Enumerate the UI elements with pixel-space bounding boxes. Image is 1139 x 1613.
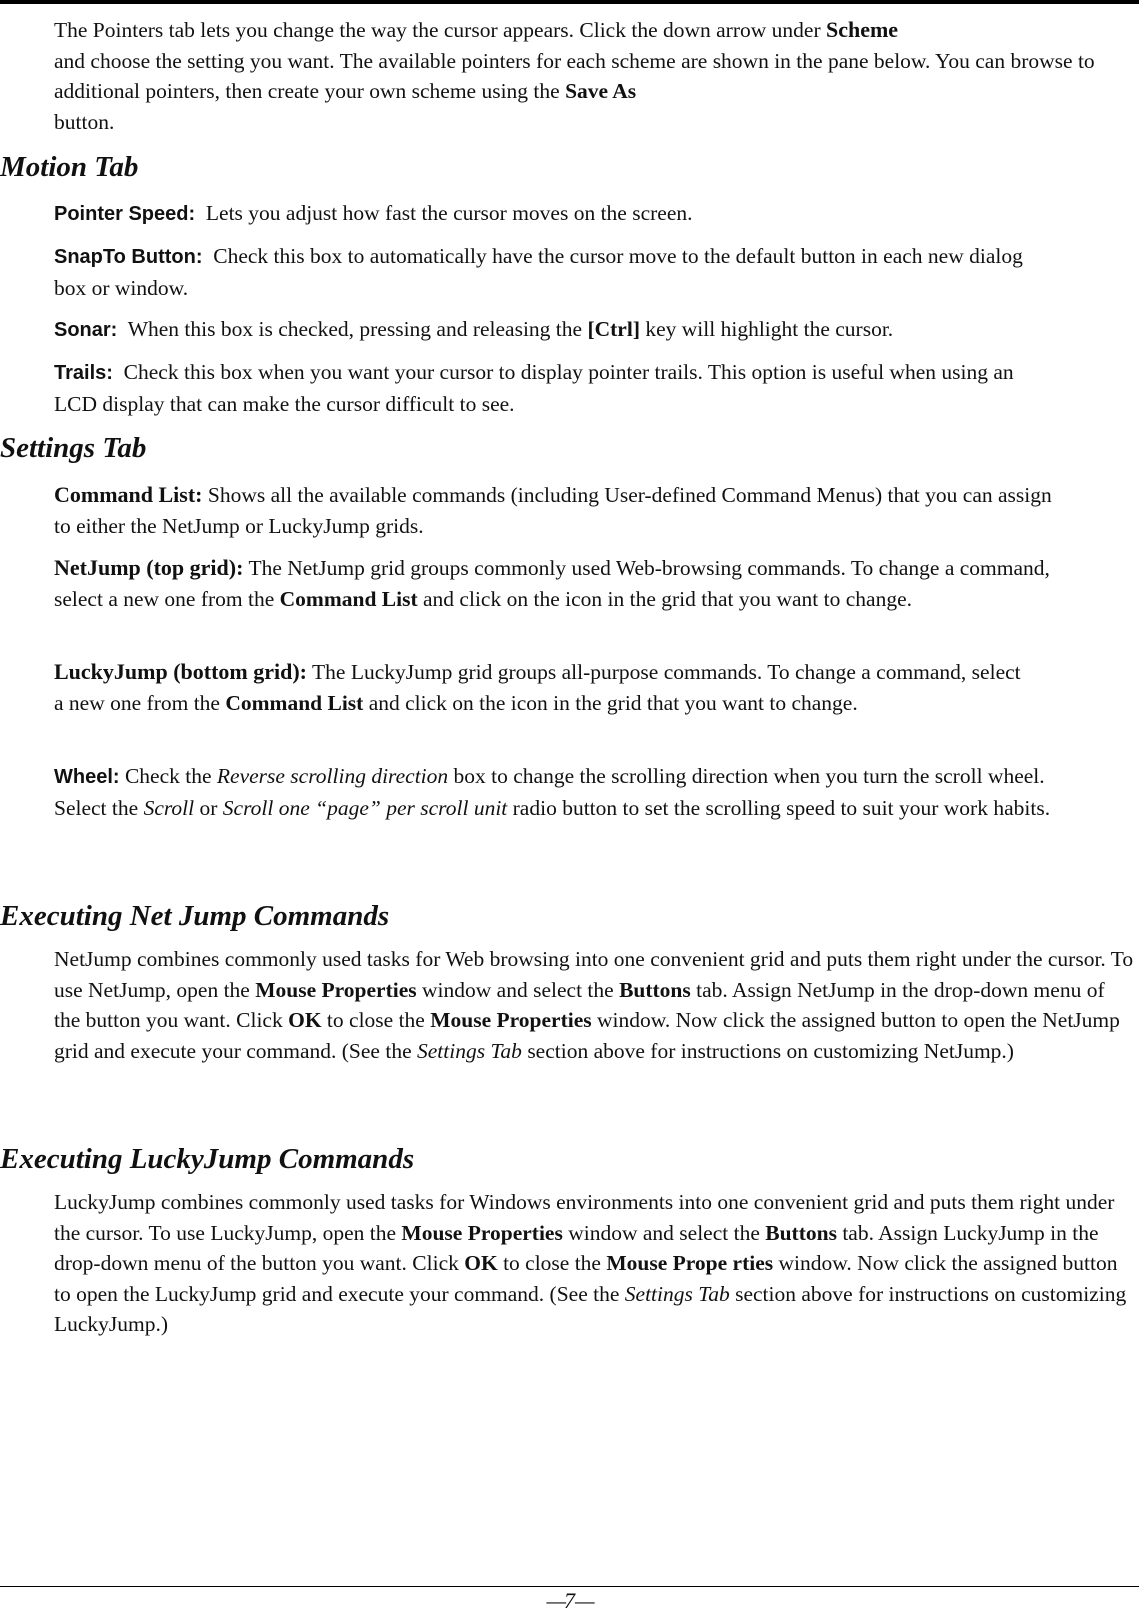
mouse-properties-ref: Mouse Properties [430, 1008, 592, 1032]
netjump-desc: The NetJump grid groups commonly used Web-browsing commands. To change a command, select a new one from the [54, 556, 1050, 611]
body-text: window and select the [416, 977, 620, 1002]
snapto-term: SnapTo Button: [54, 246, 203, 268]
top-rule [0, 0, 1139, 4]
body-text: tab. Assign LuckyJump in the drop-down menu of the button you want. Click [54, 1220, 1099, 1275]
netjump-term: NetJump (top grid): [54, 555, 244, 580]
netjump-item [54, 553, 1074, 614]
intro-paragraph [54, 15, 1134, 137]
mouse-properties-ref: Mouse Prope rties [606, 1251, 774, 1275]
sonar-desc: When this box is checked, pressing and releasing the [127, 317, 588, 341]
sonar-desc: key will highlight the cursor. [639, 317, 894, 341]
intro-text: button. [54, 109, 115, 134]
luckyjump-section-paragraph [54, 1187, 1139, 1340]
command-list-ref: Command List [279, 586, 418, 611]
settings-tab-ref: Settings Tab [624, 1281, 730, 1306]
command-list-ref: Command List [225, 690, 364, 715]
reverse-scrolling-ref: Reverse scrolling direction [216, 764, 449, 788]
trails-desc: Check this box when you want your cursor to display pointer trails. This option is useful when using an LCD display that can make the cursor difficult to see. [54, 360, 1014, 416]
mouse-properties-ref: Mouse Properties [401, 1220, 563, 1245]
luckyjump-desc: and click on the icon in the grid that you want to change. [363, 690, 858, 715]
scheme-label: Scheme [825, 17, 899, 42]
settings-tab-heading: Settings Tab [0, 432, 147, 464]
motion-tab-heading: Motion Tab [0, 151, 139, 183]
body-text: section above for instructions on customizing NetJump.) [521, 1038, 1014, 1063]
wheel-desc: box to change the scrolling direction when you turn the scroll wheel. Select the [54, 764, 1045, 820]
intro-text: and choose the setting you want. The available pointers for each scheme are shown in the pane below. You can browse to additional pointers, then create your own scheme using the [54, 48, 1095, 103]
body-text: to close the [497, 1251, 607, 1275]
command-list-item [54, 480, 1064, 541]
body-text: section above for instructions on customizing LuckyJump.) [54, 1281, 1127, 1336]
wheel-term: Wheel: [54, 766, 120, 788]
ctrl-key-label: [Ctrl] [587, 317, 640, 341]
buttons-ref: Buttons [619, 977, 691, 1002]
body-text: window. Now click the assigned button to open the LuckyJump grid and execute your command. (See the [54, 1251, 1118, 1306]
luckyjump-desc: The LuckyJump grid groups all-purpose commands. To change a command, select a new one from the [54, 660, 1021, 715]
mouse-properties-ref: Mouse Properties [255, 977, 417, 1002]
page-dash: — [575, 1588, 593, 1613]
body-text: window. Now click the assigned button to open the NetJump grid and execute your command. (See the [54, 1008, 1120, 1063]
luckyjump-term: LuckyJump (bottom grid): [54, 659, 308, 684]
save-as-label: Save As [565, 79, 637, 103]
wheel-desc: or [194, 795, 223, 820]
trails-item [54, 357, 1054, 419]
body-text: LuckyJump combines commonly used tasks for Windows environments into one convenient grid and puts them right under the cursor. To use LuckyJump, open the [54, 1190, 1115, 1245]
bottom-rule [0, 1586, 1139, 1587]
pointer-speed-item [54, 198, 1134, 230]
body-text: NetJump combines commonly used tasks for Web browsing into one convenient grid and puts them right under the cursor. To use NetJump, open the [54, 947, 1134, 1002]
page-number [0, 1590, 1139, 1612]
trails-term: Trails: [54, 362, 113, 384]
settings-tab-ref: Settings Tab [416, 1038, 522, 1063]
luckyjump-section-heading: Executing LuckyJump Commands [0, 1143, 415, 1175]
body-text: tab. Assign NetJump in the drop-down menu of the button you want. Click [54, 977, 1105, 1032]
page-dash: — [546, 1588, 564, 1613]
buttons-ref: Buttons [765, 1220, 837, 1245]
body-text: to close the [321, 1008, 431, 1032]
scroll-page-ref: Scroll one “page” per scroll unit [222, 795, 508, 820]
wheel-desc: radio button to set the scrolling speed to suit your work habits. [507, 795, 1051, 820]
netjump-section-paragraph [54, 944, 1134, 1066]
netjump-desc: and click on the icon in the grid that you want to change. [417, 586, 913, 611]
body-text: window and select the [562, 1220, 766, 1245]
wheel-item [54, 761, 1054, 823]
command-list-term: Command List: [54, 482, 203, 507]
pointer-speed-term: Pointer Speed: [54, 203, 196, 225]
sonar-term: Sonar: [54, 319, 118, 341]
pointer-speed-desc: Lets you adjust how fast the cursor moves on the screen. [205, 201, 693, 225]
intro-text: The Pointers tab lets you change the way the cursor appears. Click the down arrow under [54, 18, 826, 42]
ok-ref: OK [288, 1008, 322, 1032]
wheel-desc: Check the [124, 764, 217, 788]
sonar-item [54, 314, 1134, 346]
snapto-desc: Check this box to automatically have the cursor move to the default button in each new dialog box or window. [54, 244, 1023, 300]
page-number-value: 7 [564, 1588, 575, 1613]
luckyjump-item [54, 657, 1034, 718]
ok-ref: OK [464, 1251, 498, 1275]
scroll-ref: Scroll [143, 795, 195, 820]
command-list-desc: Shows all the available commands (including User-defined Command Menus) that you can assign to either the NetJump or LuckyJump grids. [54, 483, 1052, 538]
netjump-section-heading: Executing Net Jump Commands [0, 900, 390, 932]
snapto-item [54, 241, 1044, 303]
